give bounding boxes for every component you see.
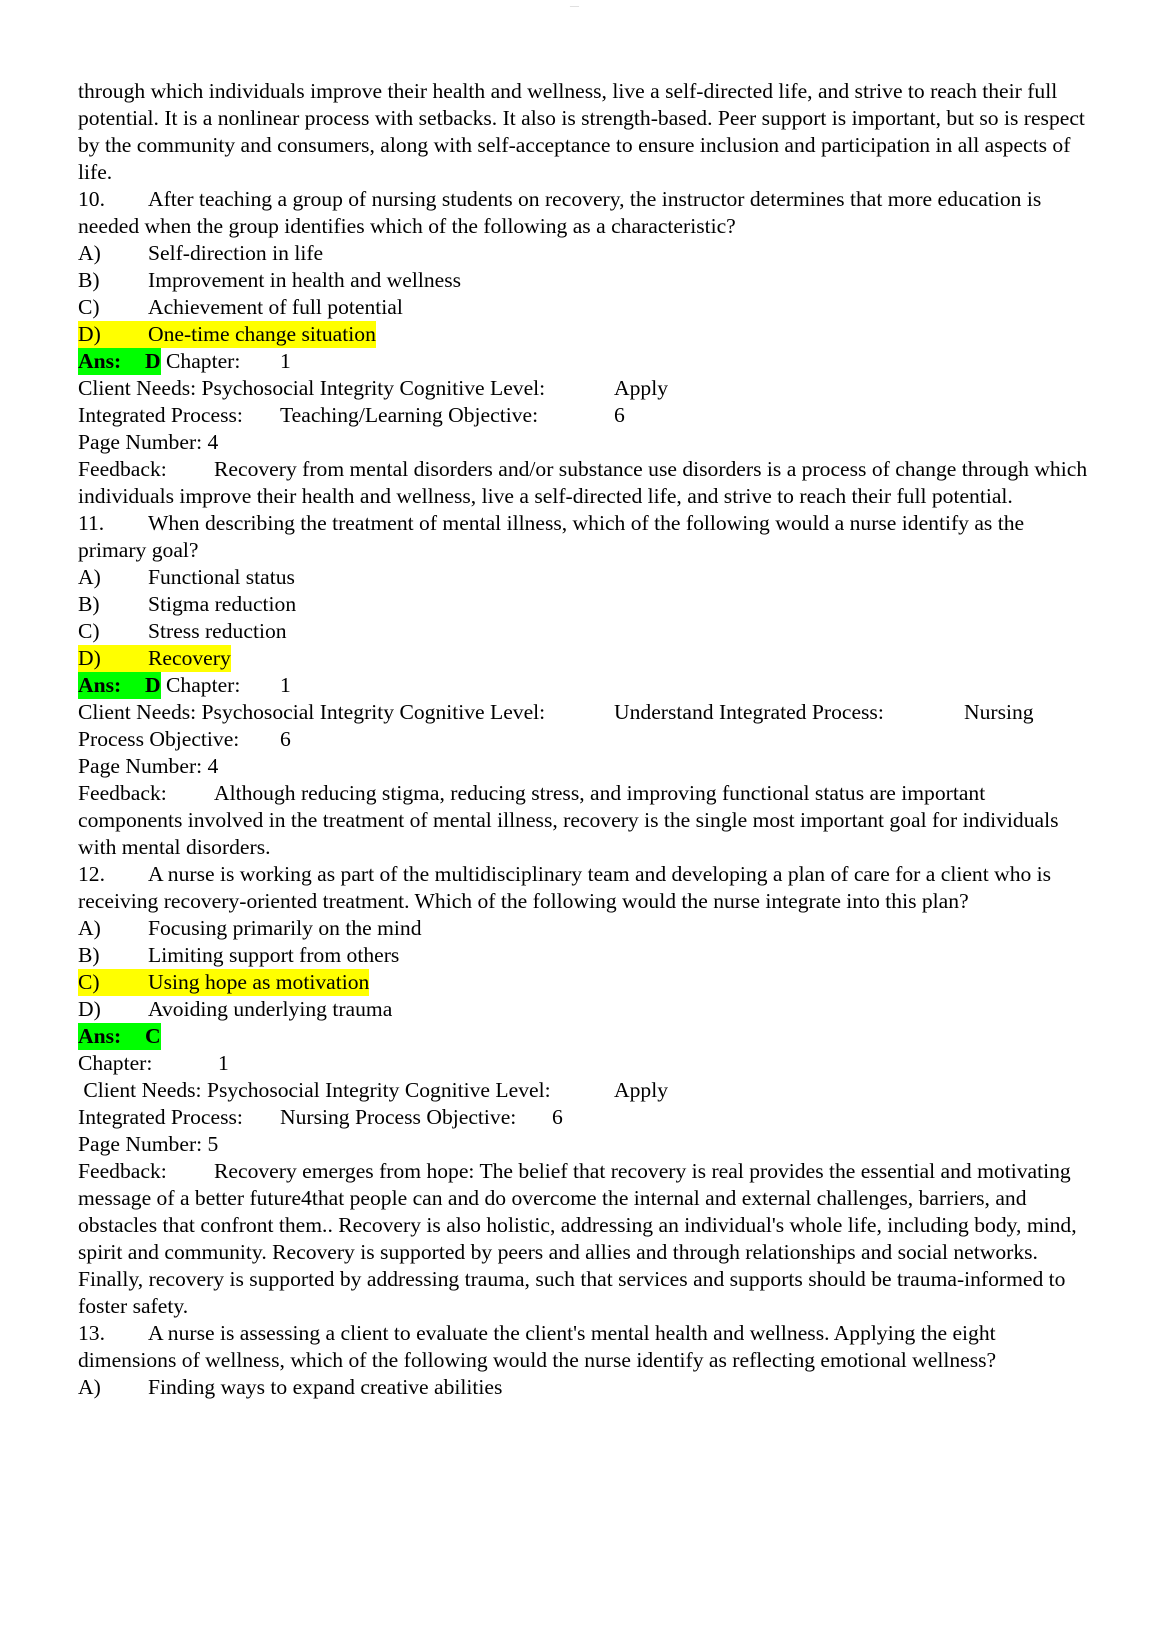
header-mark: ___ — [570, 0, 579, 7]
chapter-line — [78, 1050, 1088, 1077]
question-number: 12. — [78, 862, 105, 886]
question-stem — [78, 510, 1088, 564]
objective-value: 6 — [280, 727, 291, 751]
objective-value: 6 — [614, 403, 625, 427]
answer-line — [78, 1023, 1088, 1050]
question-12 — [78, 861, 1088, 1320]
client-needs-line — [78, 375, 1088, 402]
option-letter: C) — [78, 970, 100, 994]
question-13 — [78, 1320, 1088, 1401]
option-text: One-time change situation — [148, 322, 376, 346]
option-c — [78, 294, 1088, 321]
feedback — [78, 1158, 1088, 1320]
feedback-label: Feedback: — [78, 781, 167, 805]
option-letter: B) — [78, 592, 100, 616]
integrated-process-value: Nursing — [964, 700, 1034, 724]
feedback-label: Feedback: — [78, 457, 167, 481]
option-text: Achievement of full potential — [148, 295, 403, 319]
question-11 — [78, 510, 1088, 861]
chapter-value: 1 — [280, 673, 291, 697]
option-text: Using hope as motivation — [148, 970, 370, 994]
option-a — [78, 1374, 1088, 1401]
option-a — [78, 915, 1088, 942]
client-needs: Client Needs: Psychosocial Integrity Cognitive Level: — [78, 376, 546, 400]
chapter-value: 1 — [280, 349, 291, 373]
option-d-correct — [78, 321, 1088, 348]
feedback — [78, 456, 1088, 510]
answer-badge: Ans: D — [78, 673, 161, 697]
option-b — [78, 942, 1088, 969]
feedback-text: Recovery from mental disorders and/or substance use disorders is a process of change — [214, 457, 957, 481]
option-text: Improvement in health and wellness — [148, 268, 462, 292]
integrated-process-label: Integrated Process: — [78, 403, 243, 427]
option-letter: B) — [78, 268, 100, 292]
chapter-label: Chapter: — [78, 1051, 153, 1075]
chapter-value: 1 — [218, 1051, 229, 1075]
question-text: A nurse is assessing a client to evaluate the client's mental health and wellness. Applying the eight dimensions of wellness, which of the following would the nurse identify as reflecting emotional wellness? — [78, 1321, 997, 1372]
objective-value: 6 — [552, 1105, 563, 1129]
question-stem — [78, 861, 1088, 915]
option-a — [78, 240, 1088, 267]
option-text: Stigma reduction — [148, 592, 297, 616]
question-number: 10. — [78, 187, 105, 211]
option-b — [78, 267, 1088, 294]
question-10 — [78, 186, 1088, 510]
option-letter: A) — [78, 916, 101, 940]
chapter-label: Chapter: — [166, 673, 241, 697]
option-letter: A) — [78, 241, 101, 265]
question-number: 13. — [78, 1321, 105, 1345]
question-text: After teaching a group of nursing students on recovery, the instructor determines that more education is needed when the group identifies which of the following as a characteristic? — [78, 187, 1042, 238]
option-d — [78, 996, 1088, 1023]
process-objective-line — [78, 726, 1088, 753]
integrated-process-value: Teaching/Learning Objective: — [280, 403, 539, 427]
question-text: When describing the treatment of mental illness, which of the following would a nurse identify as the primary goal? — [78, 511, 1025, 562]
answer-badge: Ans: C — [78, 1024, 161, 1048]
cognitive-level: Apply — [614, 1078, 668, 1102]
feedback-text-cont: through which individuals improve their health and wellness, live a self-directed life, and strive to reach their full potential. — [78, 457, 1088, 508]
cognitive-level: Apply — [614, 376, 668, 400]
answer-line — [78, 348, 1088, 375]
client-needs: Client Needs: Psychosocial Integrity Cognitive Level: — [78, 700, 546, 724]
integrated-process-value: Nursing Process Objective: — [280, 1105, 517, 1129]
option-letter: D) — [78, 646, 101, 670]
document-page — [78, 78, 1088, 1401]
question-text: A nurse is working as part of the multidisciplinary team and developing a plan of care for a client who is receiving recovery-oriented treatment. Which of the following would the nurse integrate into this plan? — [78, 862, 1052, 913]
feedback-text-cont: motivating message of a better future4that people can and do overcome the internal and external challenges, barriers, and obstacles that confront them.. Recovery is also holistic, addressing an individual's whole life, including body, mind, spirit and community. Recovery is supported by peers and allies and through relationships and social networks. Finally, recovery is supported by addressing trauma, such that services and supports should be trauma-informed to foster safety. — [78, 1159, 1077, 1318]
option-letter: D) — [78, 322, 101, 346]
question-stem — [78, 1320, 1088, 1374]
chapter-label: Chapter: — [166, 349, 241, 373]
page-number: Page Number: 5 — [78, 1132, 219, 1156]
option-letter: B) — [78, 943, 100, 967]
option-text: Avoiding underlying trauma — [148, 997, 393, 1021]
option-text: Focusing primarily on the mind — [148, 916, 422, 940]
option-d-correct — [78, 645, 1088, 672]
integrated-process-line — [78, 402, 1088, 429]
option-text: Functional status — [148, 565, 295, 589]
client-needs-line — [78, 699, 1088, 726]
feedback-text-cont: components involved in the treatment of mental illness, recovery is the single most important goal for individuals with mental disorders. — [78, 808, 1059, 859]
option-c-correct — [78, 969, 1088, 996]
option-text: Finding ways to expand creative abilities — [148, 1375, 503, 1399]
option-b — [78, 591, 1088, 618]
question-number: 11. — [78, 511, 105, 535]
answer-line — [78, 672, 1088, 699]
client-needs: Client Needs: Psychosocial Integrity Cognitive Level: — [78, 1078, 551, 1102]
feedback-label: Feedback: — [78, 1159, 167, 1183]
option-letter: A) — [78, 565, 101, 589]
feedback-text: Although reducing stigma, reducing stress, and improving functional status are important — [214, 781, 986, 805]
feedback-text: Recovery emerges from hope: The belief that recovery is real provides the essential and — [214, 1159, 972, 1183]
page-number: Page Number: 4 — [78, 430, 219, 454]
page-number: Page Number: 4 — [78, 754, 219, 778]
feedback — [78, 780, 1088, 861]
option-a — [78, 564, 1088, 591]
option-letter: D) — [78, 997, 101, 1021]
answer-badge: Ans: D — [78, 349, 161, 373]
integrated-process-label: Integrated Process: — [78, 1105, 243, 1129]
client-needs-line — [78, 1077, 1088, 1104]
cognitive-level: Understand Integrated Process: — [614, 700, 884, 724]
integrated-process-line — [78, 1104, 1088, 1131]
option-c — [78, 618, 1088, 645]
option-text: Self-direction in life — [148, 241, 324, 265]
process-objective-label: Process Objective: — [78, 727, 240, 751]
option-letter: A) — [78, 1375, 101, 1399]
option-text: Stress reduction — [148, 619, 287, 643]
option-text: Recovery — [148, 646, 231, 670]
intro-paragraph: through which individuals improve their health and wellness, live a self-directed life, and strive to reach their full potential. It is a nonlinear process with setbacks. It also is strength-based. Peer support is important, but so is respect by the community and consumers, along with self-acceptance to ensure inclusion and participation in all aspects of life. — [78, 79, 1085, 184]
option-letter: C) — [78, 295, 100, 319]
option-letter: C) — [78, 619, 100, 643]
question-stem — [78, 186, 1088, 240]
option-text: Limiting support from others — [148, 943, 400, 967]
